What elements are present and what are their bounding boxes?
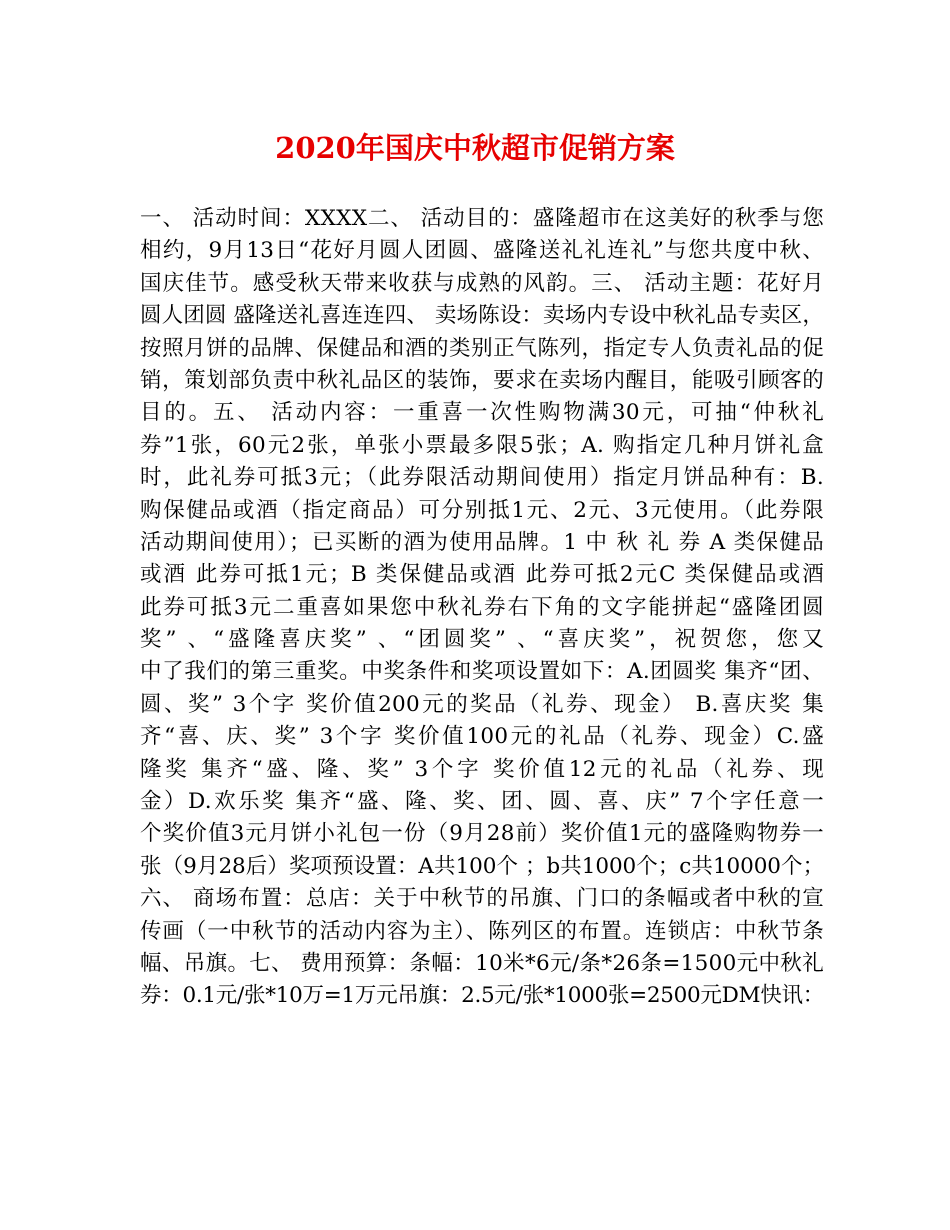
body-line: 中了我们的第三重奖。中奖条件和奖项设置如下：A.团圆奖 集齐“团、 bbox=[140, 659, 824, 685]
body-line: 按照月饼的品牌、保健品和酒的类别正气陈列，指定专人负责礼品的促 bbox=[140, 335, 824, 361]
body-line: 相约，9月13日“花好月圆人团圆、盛隆送礼礼连礼”与您共度中秋、 bbox=[140, 238, 824, 264]
body-line: 时，此礼券可抵3元；（此券限活动期间使用）指定月饼品种有：B. bbox=[140, 465, 824, 491]
body-line: 国庆佳节。感受秋天带来收获与成熟的风韵。三、 活动主题：花好月 bbox=[140, 270, 824, 296]
body-line: 圆、奖” 3个字 奖价值200元的奖品（礼券、现金） B.喜庆奖 集 bbox=[140, 691, 824, 717]
body-line: 此券可抵3元二重喜如果您中秋礼券右下角的文字能拼起“盛隆团圆 bbox=[140, 594, 824, 620]
body-line: 六、 商场布置：总店：关于中秋节的吊旗、门口的条幅或者中秋的宣 bbox=[140, 886, 824, 912]
body-line: 张（9月28后）奖项预设置：A共100个 ；b共1000个；c共10000个； bbox=[140, 853, 824, 879]
body-line: 一、 活动时间：XXXX二、 活动目的：盛隆超市在这美好的秋季与您 bbox=[140, 206, 824, 231]
body-line: 目的。五、 活动内容：一重喜一次性购物满30元，可抽“仲秋礼 bbox=[140, 400, 824, 426]
body-line: 传画（一中秋节的活动内容为主）、陈列区的布置。连锁店：中秋节条 bbox=[140, 918, 824, 944]
body-line: 金）D.欢乐奖 集齐“盛、隆、奖、团、圆、喜、庆” 7个字任意一 bbox=[140, 789, 824, 815]
body-line: 或酒 此券可抵1元；B 类保健品或酒 此券可抵2元C 类保健品或酒 bbox=[140, 562, 824, 588]
body-line: 齐“喜、庆、奖” 3个字 奖价值100元的礼品（礼券、现金）C.盛 bbox=[140, 724, 824, 750]
body-line: 圆人团圆 盛隆送礼喜连连四、 卖场陈设：卖场内专设中秋礼品专卖区， bbox=[140, 303, 824, 329]
body-line: 隆奖 集齐“盛、隆、奖” 3个字 奖价值12元的礼品（礼券、现 bbox=[140, 756, 824, 782]
body-line: 幅、吊旗。七、 费用预算：条幅：10米*6元/条*26条=1500元中秋礼 bbox=[140, 950, 824, 976]
document-body bbox=[140, 203, 824, 1013]
body-line: 券：0.1元/张*10万=1万元吊旗：2.5元/张*1000张=2500元DM快讯： bbox=[140, 983, 824, 1009]
body-line: 个奖价值3元月饼小礼包一份（9月28前）奖价值1元的盛隆购物券一 bbox=[140, 821, 824, 847]
body-line: 奖” 、“盛隆喜庆奖” 、“团圆奖” 、“喜庆奖”，祝贺您，您又 bbox=[140, 627, 824, 653]
body-line: 购保健品或酒（指定商品）可分别抵1元、2元、3元使用。（此券限 bbox=[140, 497, 824, 523]
body-line: 券”1张，60元2张，单张小票最多限5张；A. 购指定几种月饼礼盒 bbox=[140, 432, 824, 458]
body-line: 活动期间使用）；已买断的酒为使用品牌。1 中 秋 礼 券 A 类保健品 bbox=[140, 529, 824, 555]
document-title: 2020年国庆中秋超市促销方案 bbox=[275, 131, 675, 165]
body-line: 销，策划部负责中秋礼品区的装饰，要求在卖场内醒目，能吸引顾客的 bbox=[140, 367, 824, 393]
